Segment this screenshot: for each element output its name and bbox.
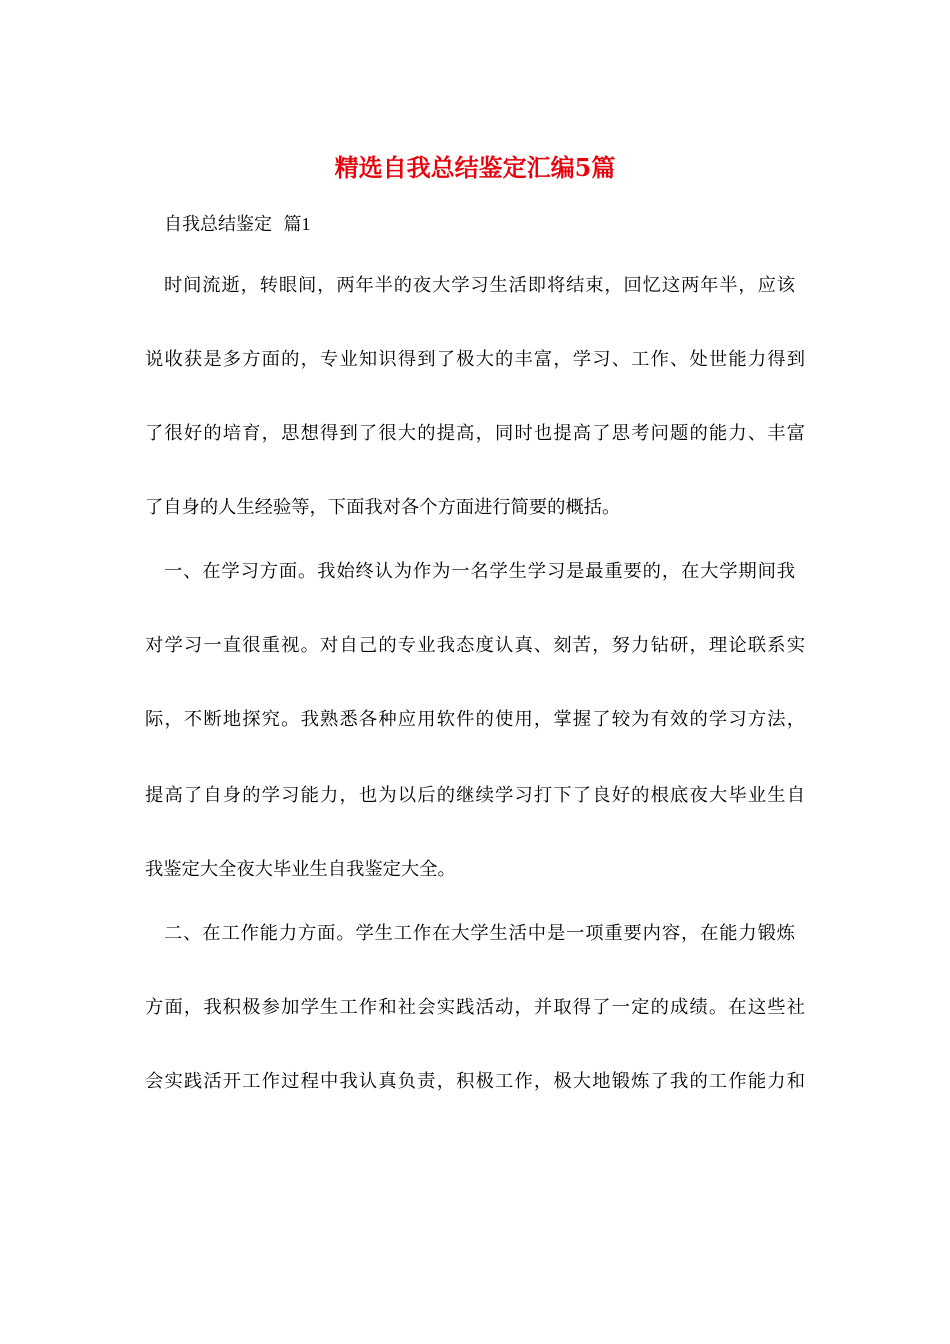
paragraph-line: 对学习一直很重视。对自己的专业我态度认真、刻苦，努力钻研，理论联系实	[145, 635, 805, 656]
paragraph-line: 方面，我积极参加学生工作和社会实践活动，并取得了一定的成绩。在这些社	[145, 997, 805, 1018]
paragraph-line: 了很好的培育，思想得到了很大的提高，同时也提高了思考问题的能力、丰富	[145, 423, 805, 444]
paragraph-line: 二、在工作能力方面。学生工作在大学生活中是一项重要内容，在能力锻炼	[164, 923, 795, 944]
section-heading-text: 自我总结鉴定	[164, 214, 272, 235]
section-label: 篇	[283, 214, 302, 235]
paragraph-line: 说收获是多方面的，专业知识得到了极大的丰富，学习、工作、处世能力得到	[145, 349, 805, 370]
paragraph-line: 一、在学习方面。我始终认为作为一名学生学习是最重要的，在大学期间我	[164, 561, 795, 582]
paragraph-line: 提高了自身的学习能力，也为以后的继续学习打下了良好的根底夜大毕业生自	[145, 785, 805, 806]
section-heading	[164, 210, 310, 239]
paragraph-line: 我鉴定大全夜大毕业生自我鉴定大全。	[145, 859, 456, 880]
section-number: 1	[301, 214, 311, 234]
paragraph-line: 会实践活开工作过程中我认真负责，积极工作，极大地锻炼了我的工作能力和	[145, 1071, 805, 1092]
paragraph-line: 际，不断地探究。我熟悉各种应用软件的使用，掌握了较为有效的学习方法，	[145, 709, 805, 730]
document-title: 精选自我总结鉴定汇编5篇	[334, 153, 616, 182]
paragraph-line: 了自身的人生经验等，下面我对各个方面进行简要的概括。	[145, 497, 621, 518]
paragraph-line: 时间流逝，转眼间，两年半的夜大学习生活即将结束，回忆这两年半，应该	[164, 275, 795, 296]
